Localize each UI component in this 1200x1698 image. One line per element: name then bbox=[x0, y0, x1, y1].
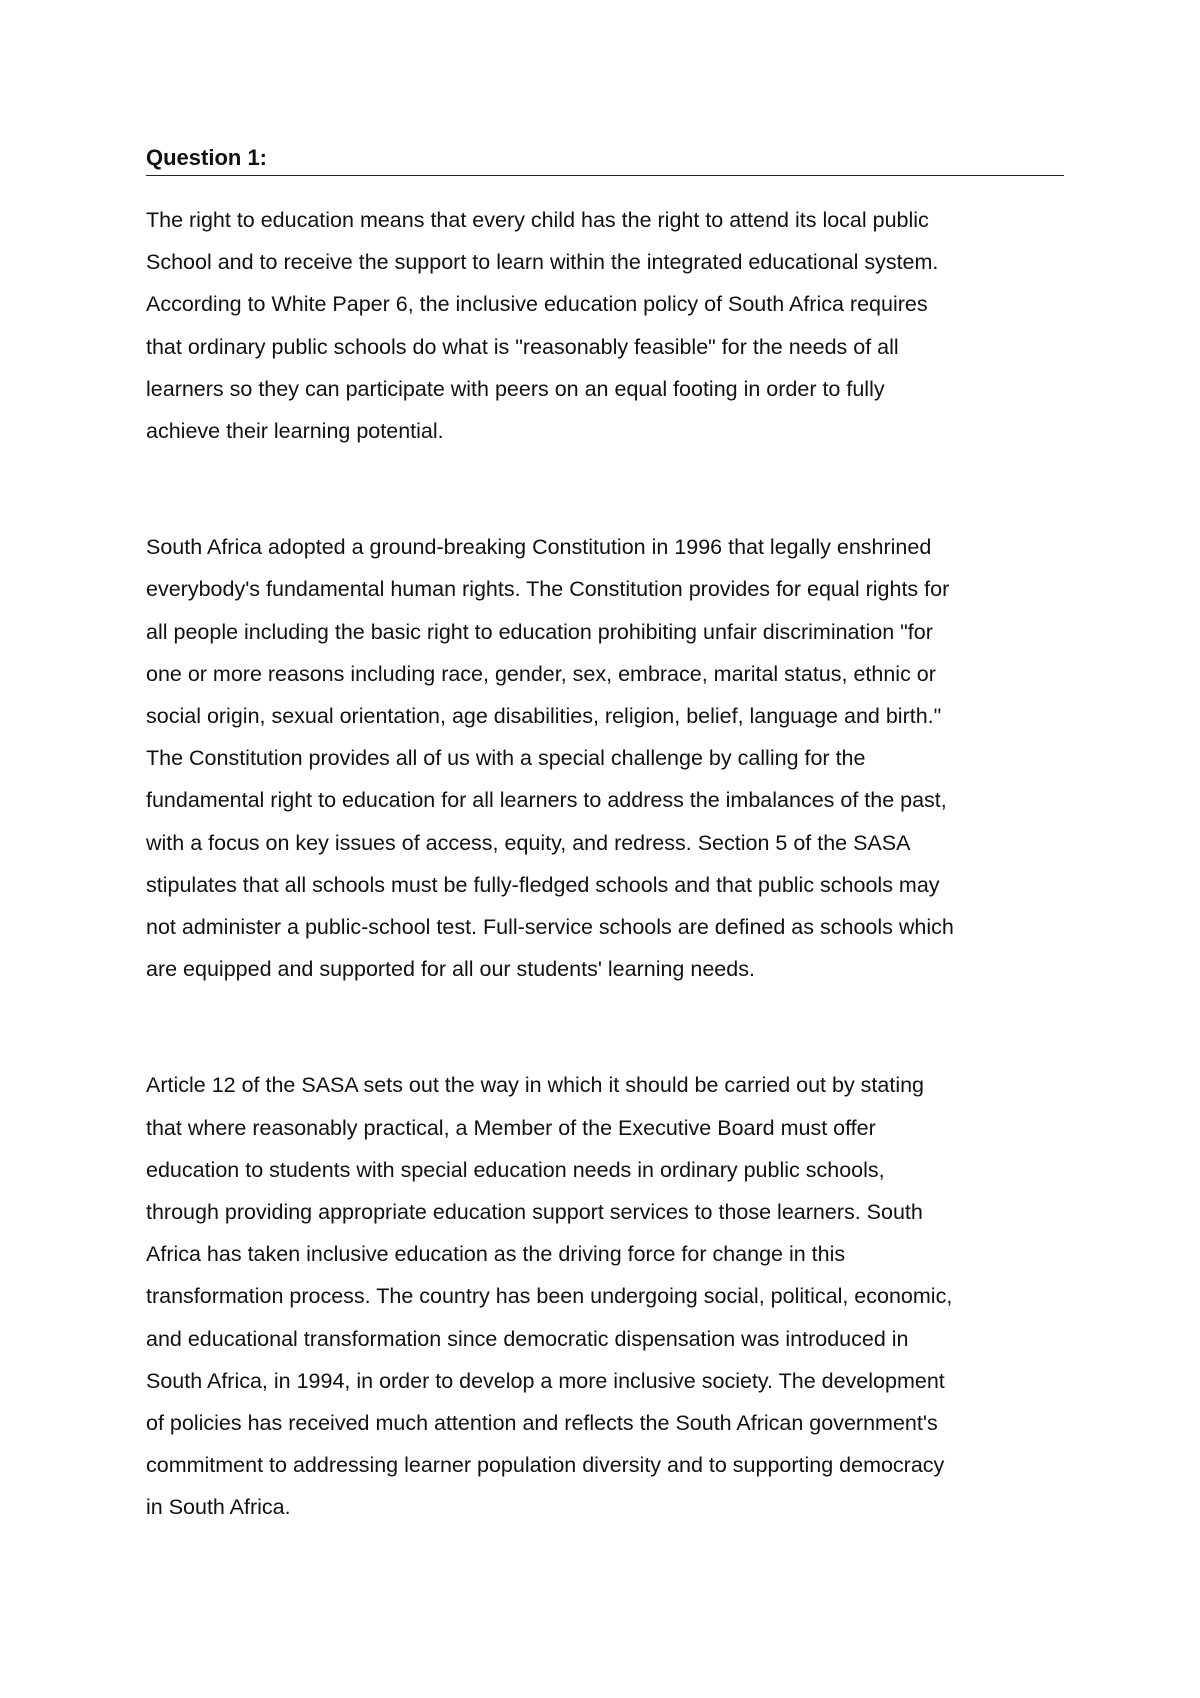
paragraph-line: all people including the basic right to education prohibiting unfair discrimination "for bbox=[146, 619, 933, 644]
document-body bbox=[146, 144, 1064, 1529]
paragraph-line: According to White Paper 6, the inclusive education policy of South Africa requires bbox=[146, 292, 928, 317]
paragraph-2 bbox=[146, 526, 1064, 990]
paragraph-line: The right to education means that every child has the right to attend its local public bbox=[146, 208, 929, 232]
paragraph-line: everybody's fundamental human rights. The Constitution provides for equal rights for bbox=[146, 577, 950, 602]
paragraph-line: Article 12 of the SASA sets out the way in which it should be carried out by stating bbox=[146, 1073, 925, 1098]
paragraph-line: through providing appropriate education support services to those learners. South bbox=[146, 1200, 923, 1225]
paragraph-line: that ordinary public schools do what is "reasonably feasible" for the needs of all bbox=[146, 334, 899, 359]
paragraph-line: South Africa, in 1994, in order to develop a more inclusive society. The development bbox=[146, 1368, 945, 1393]
paragraph-line: with a focus on key issues of access, equity, and redress. Section 5 of the SASA bbox=[146, 830, 911, 855]
paragraph-line: social origin, sexual orientation, age disabilities, religion, belief, language and birth." bbox=[146, 704, 942, 729]
paragraph-line: in South Africa. bbox=[146, 1495, 291, 1520]
paragraph-line: South Africa adopted a ground-breaking Constitution in 1996 that legally enshrined bbox=[146, 535, 932, 560]
paragraph-line: of policies has received much attention and reflects the South African government's bbox=[146, 1411, 938, 1436]
paragraph-line: are equipped and supported for all our students' learning needs. bbox=[146, 957, 755, 982]
paragraph-line: not administer a public-school test. Full-service schools are defined as schools which bbox=[146, 915, 954, 940]
paragraph-line: that where reasonably practical, a Member of the Executive Board must offer bbox=[146, 1115, 876, 1140]
paragraph-line: one or more reasons including race, gender, sex, embrace, marital status, ethnic or bbox=[146, 661, 936, 686]
paragraph-line: School and to receive the support to learn within the integrated educational system. bbox=[146, 250, 939, 275]
question-heading: Question 1: bbox=[146, 144, 1064, 176]
paragraph-line: The Constitution provides all of us with a special challenge by calling for the bbox=[146, 746, 866, 771]
paragraph-line: commitment to addressing learner population diversity and to supporting democracy bbox=[146, 1453, 945, 1478]
paragraph-line: transformation process. The country has been undergoing social, political, economic, bbox=[146, 1284, 953, 1309]
paragraph-line: stipulates that all schools must be fully-fledged schools and that public schools may bbox=[146, 872, 940, 897]
paragraph-1 bbox=[146, 199, 1064, 452]
paragraph-line: education to students with special education needs in ordinary public schools, bbox=[146, 1157, 885, 1182]
paragraph-line: and educational transformation since democratic dispensation was introduced in bbox=[146, 1326, 909, 1351]
paragraph-3 bbox=[146, 1064, 1064, 1528]
paragraph-line: fundamental right to education for all learners to address the imbalances of the past, bbox=[146, 788, 947, 813]
paragraph-line: Africa has taken inclusive education as the driving force for change in this bbox=[146, 1242, 846, 1267]
paragraph-line: learners so they can participate with peers on an equal footing in order to fully bbox=[146, 376, 885, 401]
paragraph-line: achieve their learning potential. bbox=[146, 419, 444, 444]
